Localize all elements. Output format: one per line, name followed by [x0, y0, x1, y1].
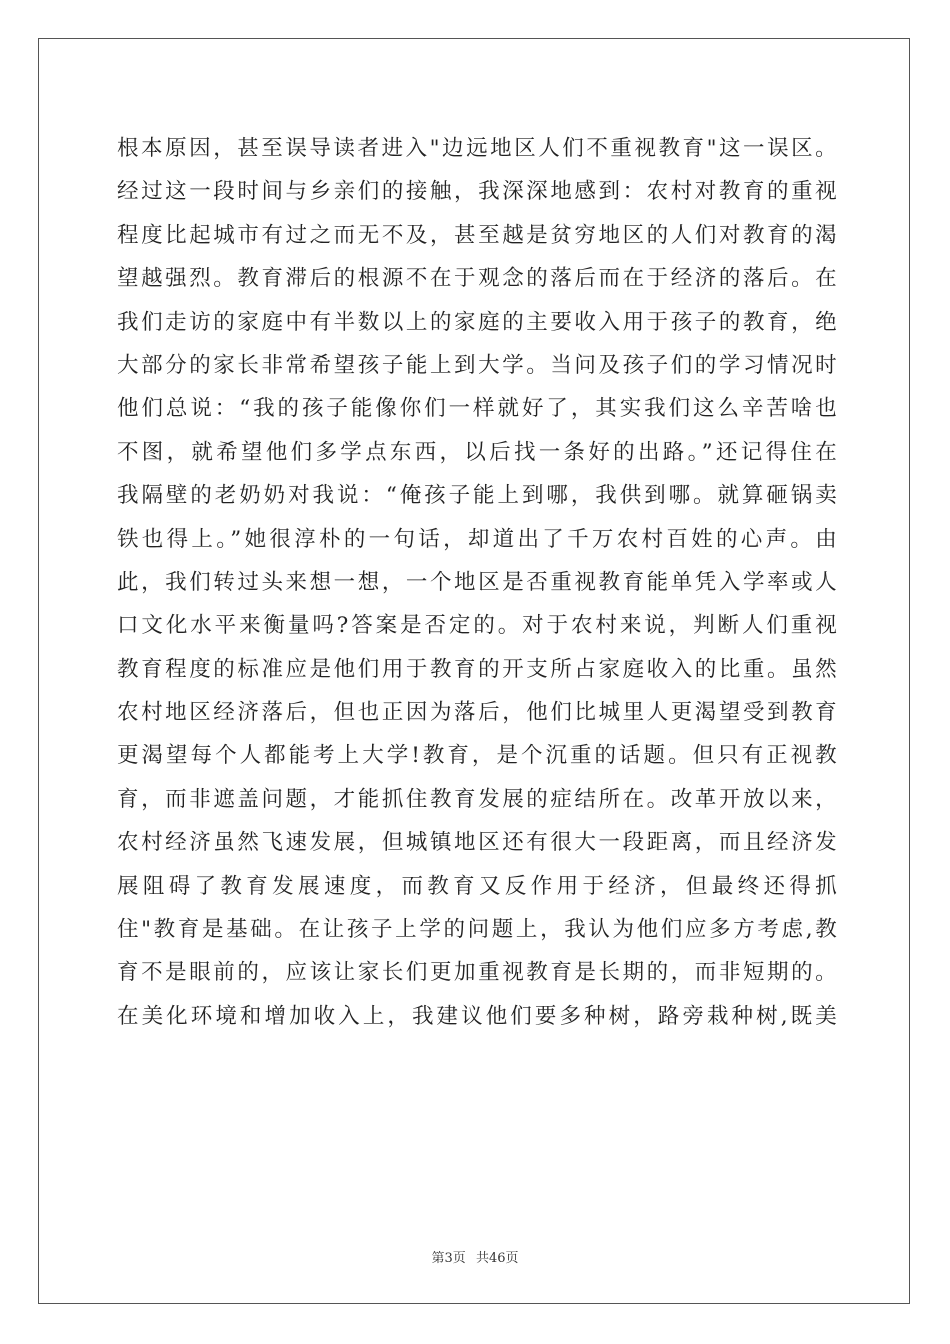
text-line: 农村经济虽然飞速发展，但城镇地区还有很大一段距离，而且经济发 — [117, 830, 837, 856]
text-line: 育不是眼前的，应该让家长们更加重视教育是长期的，而非短期的。 — [117, 960, 837, 986]
text-line: 农村地区经济落后，但也正因为落后，他们比城里人更渴望受到教育 — [117, 700, 837, 726]
text-line: 此，我们转过头来想一想，一个地区是否重视教育能单凭入学率或人 — [117, 569, 837, 595]
text-line: 不图，就希望他们多学点东西，以后找一条好的出路。”还记得住在 — [117, 439, 837, 465]
text-line: 住"教育是基础。在让孩子上学的问题上，我认为他们应多方考虑,教 — [117, 917, 837, 943]
text-line: 大部分的家长非常希望孩子能上到大学。当问及孩子们的学习情况时 — [117, 352, 837, 378]
text-line: 他们总说：“我的孩子能像你们一样就好了，其实我们这么辛苦啥也 — [117, 396, 837, 422]
total-pages: 共46页 — [475, 1251, 519, 1266]
text-line: 教育程度的标准应是他们用于教育的开支所占家庭收入的比重。虽然 — [117, 656, 837, 682]
text-line: 望越强烈。教育滞后的根源不在于观念的落后而在于经济的落后。在 — [117, 266, 837, 292]
page-number: 第3页 — [431, 1251, 466, 1266]
text-line: 育，而非遮盖问题，才能抓住教育发展的症结所在。改革开放以来， — [117, 786, 837, 812]
text-line: 口文化水平来衡量吗?答案是否定的。对于农村来说，判断人们重视 — [117, 613, 837, 639]
text-line: 我们走访的家庭中有半数以上的家庭的主要收入用于孩子的教育，绝 — [117, 309, 837, 335]
text-line: 经过这一段时间与乡亲们的接触，我深深地感到：农村对教育的重视 — [117, 179, 837, 205]
document-body — [117, 127, 837, 1038]
text-line: 在美化环境和增加收入上，我建议他们要多种树，路旁栽种树,既美 — [117, 1003, 837, 1029]
text-line: 根本原因，甚至误导读者进入"边远地区人们不重视教育"这一误区。 — [117, 136, 837, 161]
text-line: 程度比起城市有过之而无不及，甚至越是贫穷地区的人们对教育的渴 — [117, 222, 837, 248]
text-line: 展阻碍了教育发展速度，而教育又反作用于经济，但最终还得抓 — [117, 873, 837, 899]
text-line: 我隔壁的老奶奶对我说：“俺孩子能上到哪，我供到哪。就算砸锅卖 — [117, 483, 837, 509]
text-line: 铁也得上。”她很淳朴的一句话，却道出了千万农村百姓的心声。由 — [117, 526, 837, 552]
text-line: 更渴望每个人都能考上大学!教育，是个沉重的话题。但只有正视教 — [117, 743, 837, 769]
page-footer — [0, 1247, 950, 1266]
